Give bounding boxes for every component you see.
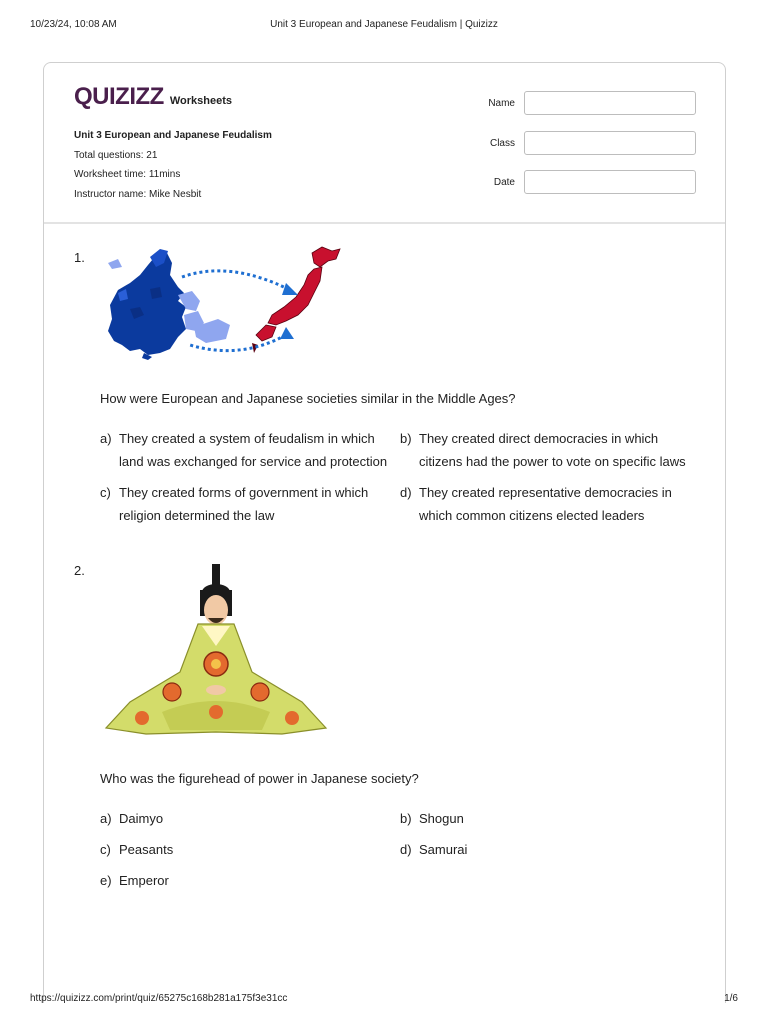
- question-2-option-d[interactable]: [400, 838, 680, 861]
- question-2-text: Who was the figurehead of power in Japanese society?: [100, 771, 419, 786]
- option-letter: b): [400, 811, 412, 826]
- option-text: Daimyo: [119, 811, 164, 826]
- option-letter: e): [100, 873, 112, 888]
- print-title: Unit 3 European and Japanese Feudalism | Quizizz: [270, 19, 498, 30]
- question-1-option-c[interactable]: [100, 481, 390, 527]
- option-text: Peasants: [119, 842, 174, 857]
- worksheet-title: Unit 3 European and Japanese Feudalism: [74, 130, 272, 141]
- option-text: Samurai: [419, 842, 468, 857]
- question-2-option-a[interactable]: [100, 807, 380, 830]
- name-label: Name: [488, 97, 515, 109]
- japanese-emperor-image: [102, 562, 330, 738]
- date-field-row: [464, 170, 696, 194]
- question-1-option-a[interactable]: [100, 427, 390, 473]
- quizizz-logo: [74, 85, 232, 109]
- question-2-number: 2.: [74, 563, 85, 578]
- question-2-option-e[interactable]: [100, 869, 380, 892]
- option-letter: d): [400, 842, 412, 857]
- option-letter: a): [100, 431, 112, 446]
- option-text: They created direct democracies in which: [419, 431, 659, 446]
- europe-map-icon: [108, 249, 230, 360]
- total-questions: Total questions: 21: [74, 149, 158, 161]
- option-text: They created a system of feudalism in which: [119, 431, 375, 446]
- question-2-option-b[interactable]: [400, 807, 680, 830]
- question-1-option-b[interactable]: [400, 427, 700, 473]
- name-field-row: [464, 91, 696, 115]
- worksheet-header: [44, 63, 725, 224]
- option-text: Shogun: [419, 811, 464, 826]
- logo-subtitle: Worksheets: [169, 95, 232, 107]
- class-field-row: [464, 131, 696, 155]
- question-1-option-d[interactable]: [400, 481, 700, 527]
- option-text: which common citizens elected leaders: [419, 508, 645, 523]
- worksheet-info: [74, 126, 272, 204]
- print-url: https://quizizz.com/print/quiz/65275c168b281a175f3e31cc: [30, 993, 288, 1004]
- japan-map-icon: [252, 247, 340, 353]
- option-letter: d): [400, 485, 412, 500]
- option-text: land was exchanged for service and protection: [119, 454, 388, 469]
- emperor-figure-icon: [106, 564, 326, 734]
- logo-mark: QUIZIZZ: [74, 83, 164, 110]
- date-label: Date: [493, 176, 515, 188]
- page-number: 1/6: [724, 993, 738, 1004]
- option-text: religion determined the law: [119, 508, 275, 523]
- question-1-text: How were European and Japanese societies similar in the Middle Ages?: [100, 391, 516, 406]
- option-text: citizens had the power to vote on specific laws: [419, 454, 686, 469]
- question-2-option-c[interactable]: [100, 838, 380, 861]
- option-letter: c): [100, 842, 111, 857]
- option-text: They created forms of government in which: [119, 485, 369, 500]
- option-letter: c): [100, 485, 111, 500]
- print-date: 10/23/24, 10:08 AM: [30, 19, 117, 30]
- worksheet-time: Worksheet time: 11mins: [74, 169, 181, 180]
- europe-japan-map-image: [100, 245, 345, 360]
- question-1-number: 1.: [74, 250, 85, 265]
- worksheet: [43, 62, 726, 1003]
- class-label: Class: [489, 137, 515, 149]
- option-letter: b): [400, 431, 412, 446]
- option-text: They created representative democracies in: [419, 485, 672, 500]
- date-field[interactable]: [524, 170, 696, 194]
- name-field[interactable]: [524, 91, 696, 115]
- class-field[interactable]: [524, 131, 696, 155]
- instructor-name: Instructor name: Mike Nesbit: [74, 188, 202, 200]
- option-text: Emperor: [119, 873, 169, 888]
- option-letter: a): [100, 811, 112, 826]
